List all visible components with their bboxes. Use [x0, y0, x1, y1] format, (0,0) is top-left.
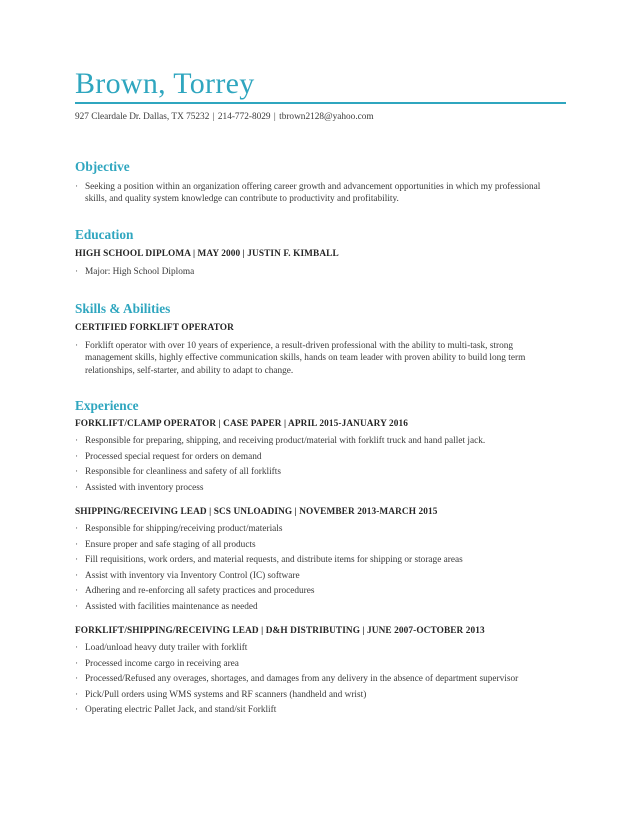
bullet-icon: ·	[75, 451, 79, 462]
bullet-icon: ·	[75, 467, 79, 477]
bullet-icon: ·	[75, 267, 79, 277]
bullet-icon: ·	[75, 341, 79, 351]
education-heading: HIGH SCHOOL DIPLOMA | MAY 2000 | JUSTIN F. KIMBALL	[75, 249, 339, 259]
bullet-icon: ·	[75, 482, 79, 493]
contact-email[interactable]: tbrown2128@yahoo.com	[279, 112, 374, 122]
list-item: · Forklift operator with over 10 years of experience, a result-driven professional with the ability to multi-task, strong management skills, highly effective communication skills, hands on team leader with proven ability to build long term relationships, self-starter, and ability to adapt to change.	[75, 341, 526, 376]
bullet-icon: ·	[75, 601, 79, 612]
list-item: · Responsible for cleanliness and safety of all forklifts	[75, 467, 281, 477]
contact-line	[75, 110, 374, 124]
bullet-icon: ·	[75, 674, 79, 684]
education-list	[75, 266, 555, 278]
list-item: · Adhering and re-enforcing all safety practices and procedures	[75, 586, 315, 596]
list-item: · Ensure proper and safe staging of all products	[75, 539, 256, 550]
job-heading-1: FORKLIFT/CLAMP OPERATOR | CASE PAPER | APRIL 2015-JANUARY 2016	[75, 419, 408, 429]
bullet-icon: ·	[75, 586, 79, 596]
job-heading-2: SHIPPING/RECEIVING LEAD | SCS UNLOADING | NOVEMBER 2013-MARCH 2015	[75, 507, 438, 517]
list-item: · Processed special request for orders on demand	[75, 451, 262, 462]
list-item: · Processed/Refused any overages, shortages, and damages from any delivery in the absence of department supervisor	[75, 674, 519, 684]
list-item: · Assisted with inventory process	[75, 482, 204, 493]
job-heading-3: FORKLIFT/SHIPPING/RECEIVING LEAD | D&H DISTRIBUTING | JUNE 2007-OCTOBER 2013	[75, 626, 485, 636]
job-1-list	[75, 435, 555, 497]
contact-address: 927 Cleardale Dr. Dallas, TX 75232	[75, 112, 210, 122]
bullet-icon: ·	[75, 643, 79, 653]
bullet-icon: ·	[75, 524, 79, 534]
job-2-list	[75, 523, 555, 616]
bullet-icon: ·	[75, 539, 79, 550]
list-item: · Processed income cargo in receiving area	[75, 658, 239, 669]
list-item: · Major: High School Diploma	[75, 267, 195, 277]
bullet-icon: ·	[75, 570, 79, 581]
objective-list	[75, 181, 555, 206]
section-title-education: Education	[75, 227, 134, 242]
skills-list	[75, 340, 555, 377]
contact-separator: |	[273, 112, 276, 122]
list-item: · Assist with inventory via Inventory Control (IC) software	[75, 570, 300, 581]
skills-heading: CERTIFIED FORKLIFT OPERATOR	[75, 323, 234, 333]
job-3-list	[75, 642, 555, 720]
section-title-experience: Experience	[75, 398, 139, 413]
bullet-icon: ·	[75, 182, 79, 192]
list-item: · Load/unload heavy duty trailer with forklift	[75, 643, 248, 653]
bullet-icon: ·	[75, 658, 79, 669]
header-divider	[75, 102, 566, 104]
list-item: · Responsible for preparing, shipping, and receiving product/material with forklift truck and hand pallet jack.	[75, 436, 486, 446]
list-item: · Pick/Pull orders using WMS systems and RF scanners (handheld and wrist)	[75, 689, 367, 700]
list-item: · Assisted with facilities maintenance as needed	[75, 601, 258, 612]
bullet-icon: ·	[75, 705, 79, 715]
bullet-icon: ·	[75, 555, 79, 565]
list-item: · Fill requisitions, work orders, and material requests, and distribute items for shipping or storage areas	[75, 555, 463, 565]
list-item: · Responsible for shipping/receiving product/materials	[75, 524, 283, 534]
bullet-icon: ·	[75, 689, 79, 700]
bullet-icon: ·	[75, 436, 79, 446]
section-title-objective: Objective	[75, 159, 130, 174]
candidate-name: Brown, Torrey	[75, 67, 255, 100]
list-item: · Operating electric Pallet Jack, and stand/sit Forklift	[75, 705, 277, 715]
list-item: · Seeking a position within an organization offering career growth and advancement opportunities in which my professional skills, and quality system knowledge can contribute to productivity and profitability.	[75, 182, 541, 205]
contact-phone: 214-772-8029	[217, 112, 271, 122]
section-title-skills: Skills & Abilities	[75, 301, 171, 316]
contact-separator: |	[212, 112, 215, 122]
